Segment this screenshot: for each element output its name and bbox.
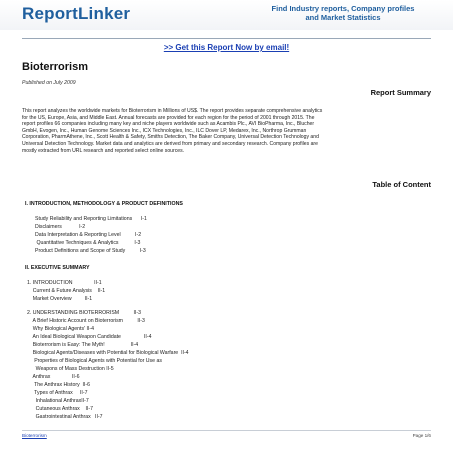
- site-header: [0, 0, 453, 30]
- toc-item: Inhalational AnthraxII-7: [27, 398, 89, 404]
- toc-item: Types of Anthrax II-7: [27, 390, 88, 396]
- footer-divider: [22, 430, 431, 431]
- toc-item: Data Interpretation & Reporting Level I-2: [35, 232, 142, 238]
- get-report-email-link[interactable]: >> Get this Report Now by email!: [163, 43, 290, 52]
- footer-report-link[interactable]: Bioterrorism: [22, 433, 47, 438]
- footer-page-number: Page 1/6: [412, 433, 431, 438]
- summary-line: mostly extracted from URL research and reported select online sources.: [22, 147, 185, 154]
- toc-item: 2. UNDERSTANDING BIOTERRORISM II-3: [27, 310, 142, 316]
- toc-item: Study Reliability and Reporting Limitations I-1: [35, 216, 147, 222]
- header-divider: [22, 38, 431, 39]
- toc-section-2-heading: II. EXECUTIVE SUMMARY: [25, 265, 90, 271]
- summary-line: Universal Detection Technology. Market data and analytics are derived from primary and secondary research. Company profiles are: [22, 140, 318, 147]
- toc-item: Cutaneous Anthrax II-7: [27, 406, 94, 412]
- table-of-content-heading: Table of Content: [372, 180, 431, 189]
- summary-line: GmbH, Evogen, Inc., Human Genome Sciences Inc., ICX Technologies, Inc., ILC Dover LP, Medarex, Inc., Northrop Grumman: [22, 127, 307, 134]
- published-date: Published on July 2009: [22, 80, 76, 86]
- header-tagline: [243, 4, 443, 22]
- toc-item: The Anthrax History II-6: [27, 382, 91, 388]
- toc-item: Disclaimers I-2: [35, 224, 86, 230]
- summary-line: Corporation, PharmAthene, Inc., Scott Health & Safety, Smiths Detection, The Baker Company, Universal Detection Technology and: [22, 134, 319, 141]
- toc-section-1-heading: I. INTRODUCTION, METHODOLOGY & PRODUCT DEFINITIONS: [25, 201, 183, 207]
- tagline-line-1: Find Industry reports, Company profiles: [271, 4, 415, 13]
- report-summary-heading: Report Summary: [370, 88, 431, 97]
- toc-item: An Ideal Biological Weapon Candidate II-4: [27, 334, 152, 340]
- toc-item: A Brief Historic Account on Bioterrorism II-3: [27, 318, 145, 324]
- toc-item: Quantitative Techniques & Analytics I-3: [35, 240, 141, 246]
- toc-item: Properties of Biological Agents with Potential for Use as: [27, 358, 162, 364]
- toc-item: Weapons of Mass Destruction II-5: [27, 366, 114, 372]
- toc-item: Bioterrorism is Easy: The Myth! II-4: [27, 342, 139, 348]
- reportlinker-logo[interactable]: ReportLinker: [22, 4, 131, 23]
- toc-item: Current & Future Analysis II-1: [27, 288, 106, 294]
- toc-item: Gastrointestinal Anthrax II-7: [27, 414, 103, 420]
- toc-item: Anthrax II-6: [27, 374, 80, 380]
- toc-item: 1. INTRODUCTION II-1: [27, 280, 102, 286]
- summary-line: for the US, Europe, Asia, and Middle East. Annual forecasts are provided for each region for the period of 2001 through 2015. The: [22, 114, 315, 121]
- summary-line: report profiles 66 companies including many key and niche players worldwide such as Acambis Plc., AVI BioPharma, Inc., Blucher: [22, 121, 315, 128]
- report-summary-text: [22, 108, 432, 154]
- toc-item: Biological Agents/Diseases with Potential for Biological Warfare II-4: [27, 350, 189, 356]
- summary-line: This report analyzes the worldwide markets for Bioterrorism in Millions of US$. The report provides separate comprehensive analytics: [22, 108, 323, 114]
- tagline-line-2: and Market Statistics: [305, 13, 381, 22]
- report-title: Bioterrorism: [22, 61, 89, 73]
- toc-item: Product Definitions and Scope of Study I-3: [35, 248, 146, 254]
- toc-item: Market Overview II-1: [27, 296, 93, 302]
- toc-item: Why Biological Agents' II-4: [27, 326, 95, 332]
